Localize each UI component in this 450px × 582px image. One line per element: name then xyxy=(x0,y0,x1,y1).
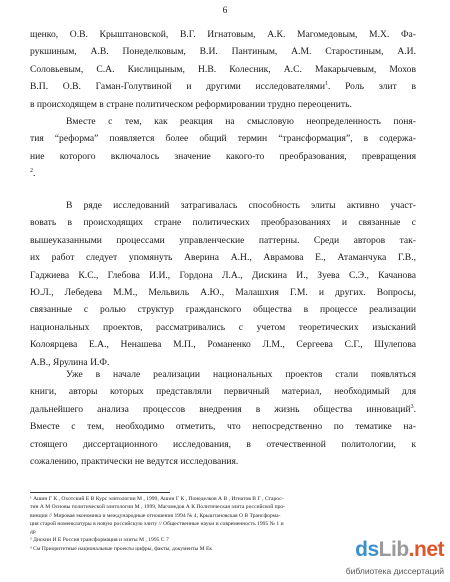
text-line: книги, авторы которых представляли первичный материал, необходимый для xyxy=(30,386,416,398)
footnote-line: ³ См Приоритетные национальные проекты цифры, факты, документы М Ек xyxy=(30,545,213,552)
text-line: связанные с ролью структур гражданского общества в процессе реализации xyxy=(30,304,416,316)
text-line: вышеуказанными процессами управленческие паттерны. Среди авторов так- xyxy=(30,234,416,246)
footnote-ref-1[interactable]: 1 xyxy=(325,80,328,87)
text-line: в происходящем в стране политическом реформировании трудно переоценить. xyxy=(30,98,352,110)
text-line: национальных проектов, рассматривались с учетом теоретических изысканий xyxy=(30,321,416,333)
footnote-ref-3[interactable]: 3 xyxy=(410,403,414,410)
text-line: ние которого включалось значение какого-то преобразования, превращения xyxy=(30,150,416,162)
footnote-line: др xyxy=(30,529,36,536)
dslib-watermark[interactable] xyxy=(324,538,444,576)
text-line: Уже в начале реализации национальных проектов стали появляться xyxy=(66,369,416,380)
text-line: Ю.Л., Лебедева М.М., Мельвиль А.Ю., Малашхия Г.М. и других. Вопросы, xyxy=(30,286,416,298)
paragraph-2 xyxy=(30,197,416,371)
text-line xyxy=(30,401,416,418)
footnote-line: ² Дискин И Е Россия трансформация и элиты М , 1995 С 7 xyxy=(30,537,169,544)
text-line: Гаджиева К.С., Глебова И.И., Гордона Л.А., Дискина И., Зуева С.Э., Качанова xyxy=(30,269,416,281)
text-line: рукшиным, А.В. Понеделковым, В.И. Пантиным, А.М. Старостиным, А.И. xyxy=(30,46,416,58)
text-line: А.В., Ярулина И.Ф. xyxy=(30,356,110,368)
paragraph-1 xyxy=(30,26,416,183)
footnote-line: винции // Мировая экономика и международные отношения 1994 № 4, Крыштановская О В Трансформа- xyxy=(30,512,281,519)
footnote-line: ¹ Ашин Г К , Охотский Е В Курс элитологии М , 1999, Ашин Г К , Понеделков А В , Игнатов В Г , Старос- xyxy=(30,496,284,502)
text-line xyxy=(30,165,416,182)
paragraph-3 xyxy=(30,366,416,470)
text-line: тия “реформа” появляется более общий термин “трансформация”, в содержа- xyxy=(30,133,416,145)
footnote-ref-2[interactable]: 2 xyxy=(30,167,33,174)
text-line: стоящего диссертационного исследования, в отечественной политологии, к xyxy=(30,438,416,450)
text-line: Соловьевым, С.А. Кислицыным, Н.В. Колесник, А.С. Макарычевым, Мохов xyxy=(30,63,416,75)
text-line: В ряде исследований затрагивалась способность элиты активно участ- xyxy=(66,200,416,211)
text-fragment: В.П. О.В. Гаман-Голутвиной и другими исследователями xyxy=(30,81,325,93)
text-fragment: . Роль элит в xyxy=(328,81,416,93)
footnote-line: тин А М Основы политической элитологии М , 1999, Магомедов А К Политическая элита российской про- xyxy=(30,504,286,511)
dslib-logo[interactable]: dsLib.net xyxy=(355,538,444,561)
text-line: щенко, О.В. Крыштановской, В.Г. Игнатовым, А.К. Магомедовым, М.Х. Фа- xyxy=(30,29,416,40)
footnote-divider xyxy=(30,492,170,493)
text-fragment: . xyxy=(33,168,36,180)
text-line: их работ следует упомянуть Аверина А.Н., Аврамова Е., Атаманчука Г.В., xyxy=(30,252,416,264)
text-line: Колоярцева Е.А., Ненашева М.П., Романенко Л.М., Сергеева С.Г., Шулепова xyxy=(30,339,416,351)
text-line: Вместе с тем, как реакция на смысловую неопределенность поня- xyxy=(66,115,416,127)
footnote-line: ция старой номенклатуры в новую российскую элиту // Общественные науки и современность 1995 № 1 и xyxy=(30,520,284,527)
text-line: сожалению, практически не ведутся исследования. xyxy=(30,455,239,467)
page-number: 6 xyxy=(222,6,228,16)
text-fragment: . xyxy=(413,403,416,415)
text-line: вовать в происходящих стране политических преобразованиях и связанные с xyxy=(30,217,416,229)
text-line: Вместе с тем, необходимо отметить, что непосредственно по тематике на- xyxy=(30,421,416,433)
text-fragment: дальнейшего анализа процессов внедрения в жизнь общества инноваций xyxy=(30,403,411,415)
watermark-subtitle: библиотека диссертаций xyxy=(345,566,444,576)
text-line xyxy=(30,78,416,95)
